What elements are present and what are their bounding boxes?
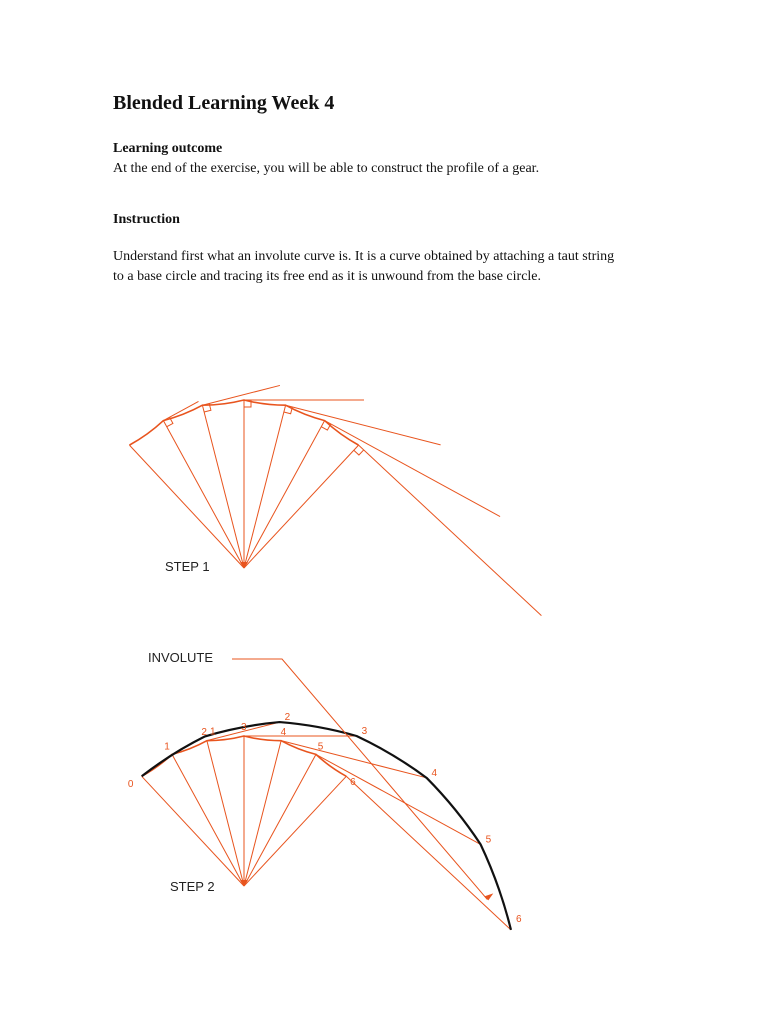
arc-point-number: 1 (164, 741, 170, 753)
involute-point-numbers (210, 712, 522, 925)
arc-point-numbers (128, 722, 356, 790)
involute-point-number: 2 (284, 712, 291, 724)
step1-construction-lines (129, 385, 541, 615)
tangent-line (163, 401, 198, 420)
pointer-arrowhead (484, 893, 493, 900)
arc-point-number: 0 (127, 778, 134, 790)
string-line (346, 776, 511, 930)
radial-line (207, 741, 244, 886)
involute-point-number: 3 (361, 726, 368, 737)
arc-point-number: 3 (241, 722, 247, 733)
instruction-line-1: Understand first what an involute curve is. It is a curve obtained by attaching a taut string (113, 249, 615, 264)
pointer-line (232, 659, 487, 899)
involute-point-number: 6 (515, 913, 522, 925)
involute-step2-diagram (0, 595, 768, 925)
involute-point-number: 4 (431, 767, 438, 779)
tangent-line (325, 421, 500, 517)
instruction-line-2: to a base circle and tracing its free end as it is unwound from the base circle. (113, 269, 542, 284)
arc-point-number: 4 (280, 726, 287, 738)
instruction-heading: Instruction (113, 212, 180, 227)
string-line (281, 741, 426, 778)
involute-point-number: 1 (209, 726, 216, 738)
tangent-line (202, 385, 280, 405)
arc-point-number: 5 (317, 741, 324, 753)
step2-construction-lines (142, 722, 511, 930)
page-title: Blended Learning Week 4 (113, 92, 335, 114)
radial-line (202, 405, 244, 568)
arc-point-number: 6 (350, 776, 356, 788)
string-line (316, 754, 481, 844)
involute-point-number: 5 (485, 834, 492, 846)
radial-line (244, 405, 286, 568)
arc-point-number: 2 (201, 726, 207, 738)
learning-outcome-text: At the end of the exercise, you will be able to construct the profile of a gear. (113, 161, 540, 176)
learning-outcome-heading: Learning outcome (113, 141, 223, 156)
tangent-line (359, 445, 542, 615)
tangent-line (286, 405, 441, 445)
involute-step1-diagram (0, 300, 768, 585)
step1-label: STEP 1 (165, 559, 210, 574)
radial-line (244, 741, 281, 886)
involute-label: INVOLUTE (148, 650, 214, 665)
right-angle-marker (354, 450, 364, 455)
step2-label: STEP 2 (170, 879, 215, 894)
involute-curve (142, 722, 511, 930)
